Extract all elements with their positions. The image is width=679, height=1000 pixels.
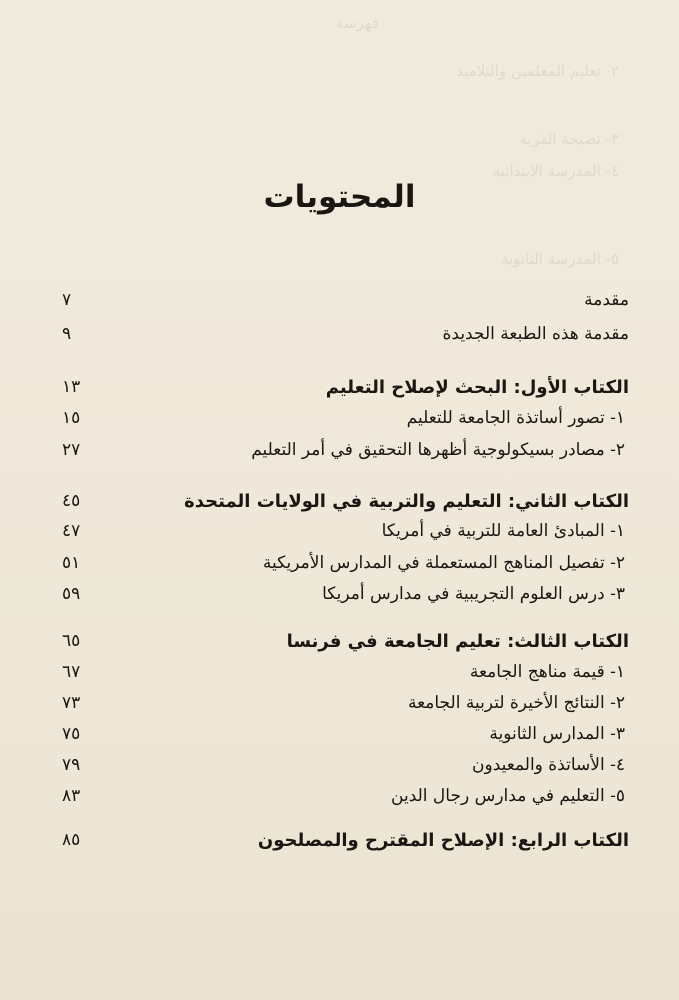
toc-chapter (62, 628, 629, 654)
toc-chapter (62, 827, 629, 853)
toc-page-number: ٧٩ (62, 755, 81, 775)
bleed-through-text: ٤- المدرسة الابتدائية (492, 162, 619, 180)
toc-page-number: ١٥ (62, 408, 81, 428)
toc-chapter-label: الكتاب الأول: البحث لإصلاح التعليم (325, 376, 629, 398)
toc-entry-label: ٣- درس العلوم التجريبية في مدارس أمريكا (322, 584, 625, 604)
toc-entry (62, 581, 629, 607)
toc-page-number: ٧٥ (62, 724, 81, 744)
toc-entry (62, 405, 629, 431)
toc-entry-label: ١- المبادئ العامة للتربية في أمريكا (381, 521, 625, 541)
toc-page-number: ٦٧ (62, 662, 81, 682)
bleed-through-text: فهرسة (336, 14, 379, 32)
toc-chapter-label: الكتاب الثاني: التعليم والتربية في الولايات المتحدة (184, 490, 629, 512)
toc-entry-label: ٣- المدارس الثانوية (489, 724, 625, 744)
toc-page-number: ٨٣ (62, 786, 81, 806)
toc-entry (62, 690, 629, 716)
toc-page-number: ٥٩ (62, 584, 81, 604)
toc-entry-label: ١- تصور أساتذة الجامعة للتعليم (406, 408, 625, 428)
toc-page-number: ٦٥ (62, 631, 81, 651)
toc-page-number: ٧ (62, 290, 72, 310)
toc-chapter-label: الكتاب الثالث: تعليم الجامعة في فرنسا (286, 630, 629, 652)
toc-entry (62, 721, 629, 747)
toc-page-number: ١٣ (62, 377, 81, 397)
toc-entry (62, 287, 629, 313)
toc-page-number: ٩ (62, 324, 72, 344)
toc-entry-label: ٤- الأساتذة والمعيدون (472, 755, 625, 775)
toc-entry (62, 518, 629, 544)
page-title: المحتويات (263, 178, 416, 215)
toc-entry (62, 437, 629, 463)
toc-entry-label: ٢- تفصيل المناهج المستعملة في المدارس الأمريكية (262, 553, 625, 573)
toc-page-number: ٢٧ (62, 440, 81, 460)
toc-entry-label: مقدمة هذه الطبعة الجديدة (442, 324, 629, 344)
toc-page-number: ٥١ (62, 553, 81, 573)
bleed-through-text: ٢- تعليم المعلمين والتلاميذ (456, 62, 619, 80)
toc-page-number: ٧٣ (62, 693, 81, 713)
toc-chapter (62, 374, 629, 400)
toc-entry-label: ٢- النتائج الأخيرة لتربية الجامعة (407, 693, 625, 713)
toc-entry (62, 752, 629, 778)
toc-page-number: ٨٥ (62, 830, 81, 850)
toc-entry (62, 550, 629, 576)
toc-entry-label: ٢- مصادر بسيكولوجية أظهرها التحقيق في أمر التعليم (251, 440, 625, 460)
toc-page-number: ٤٧ (62, 521, 81, 541)
toc-entry (62, 783, 629, 809)
toc-page-number: ٤٥ (62, 491, 81, 511)
toc-entry (62, 321, 629, 347)
bleed-through-text: ٥- المدرسة الثانوية (500, 250, 619, 268)
toc-entry (62, 659, 629, 685)
toc-chapter (62, 488, 629, 514)
toc-entry-label: ١- قيمة مناهج الجامعة (469, 662, 625, 682)
toc-entry-label: ٥- التعليم في مدارس رجال الدين (391, 786, 625, 806)
toc-entry-label: مقدمة (584, 290, 629, 310)
toc-chapter-label: الكتاب الرابع: الإصلاح المقترح والمصلحون (257, 829, 629, 851)
bleed-through-text: ٣- نصيحة القرية (519, 130, 619, 148)
